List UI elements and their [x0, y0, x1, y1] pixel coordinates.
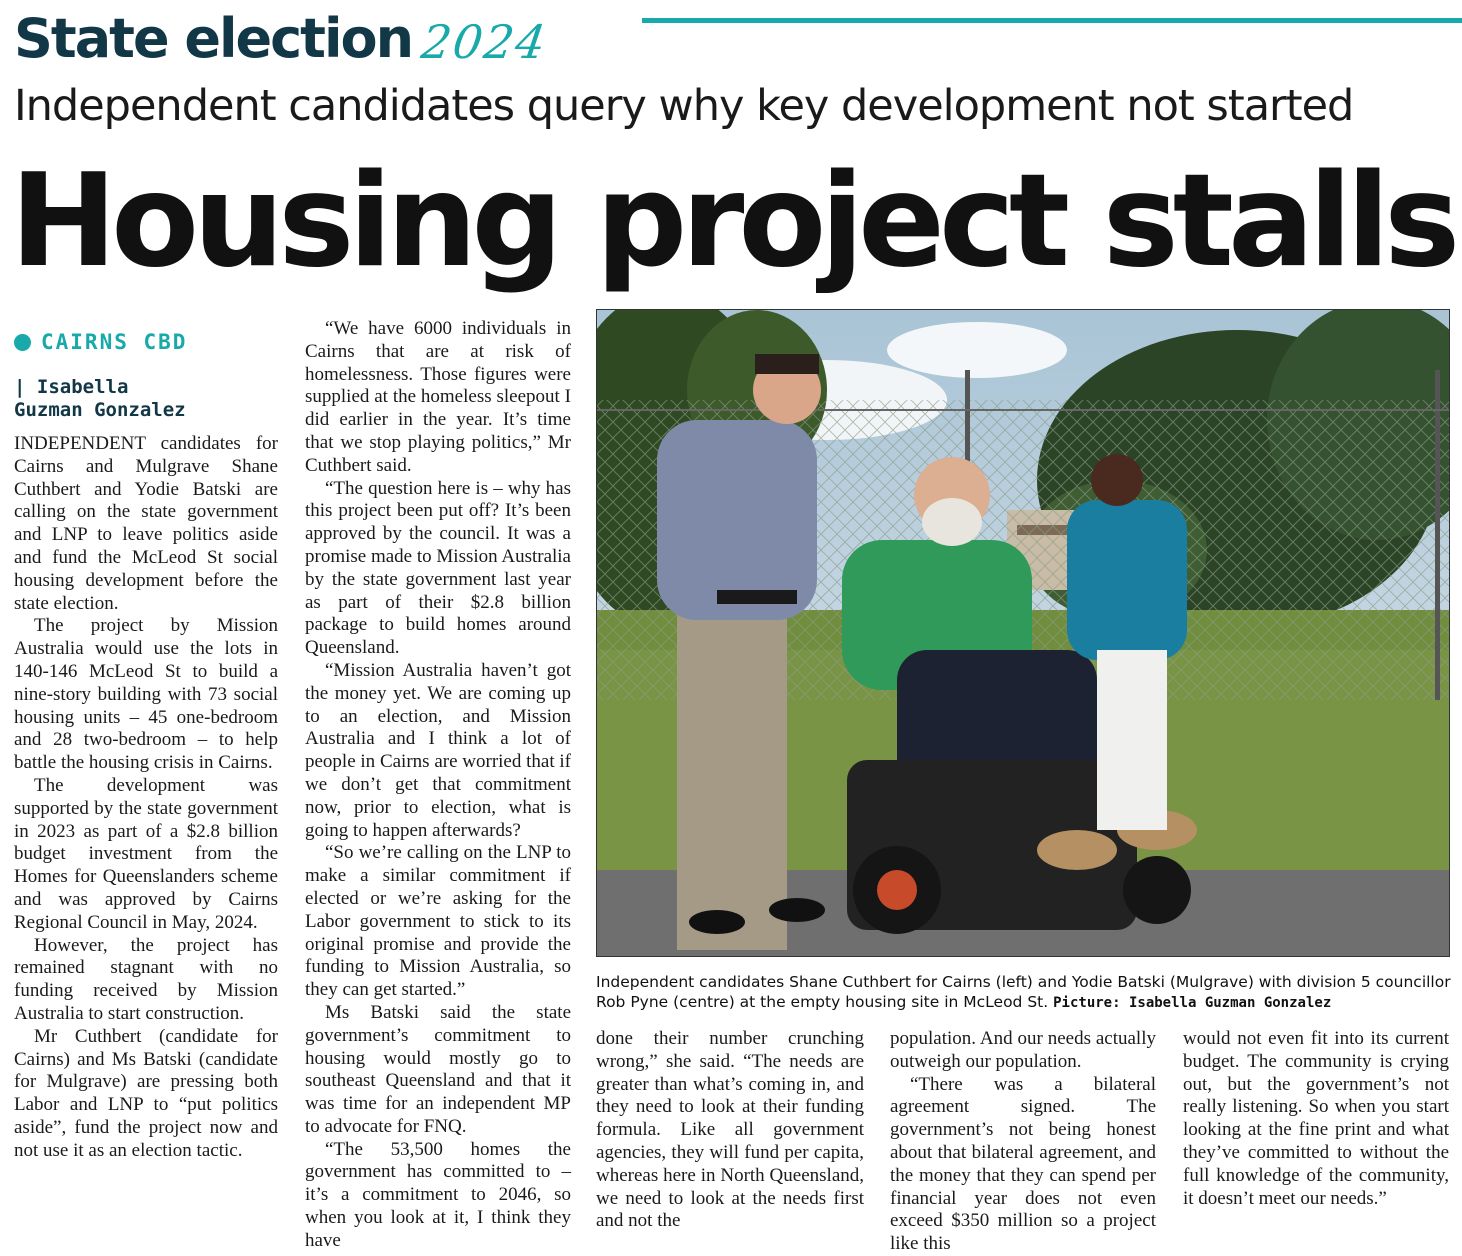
subheadline: Independent candidates query why key development not started	[14, 81, 1354, 131]
paragraph: would not even fit into its current budget. The community is crying out, but the government’s not really listening. So when you start looking at the fine print and what they’ve committed to without the full knowledge of the community, it doesn’t meet our needs.”	[1183, 1028, 1449, 1209]
paragraph: “There was a bilateral agreement signed. The government’s not being honest about that bilateral agreement, and the money that they can spend per financial year does not even exceed $350 million so a project like this	[890, 1073, 1156, 1255]
kicker-year: 2024	[418, 15, 551, 69]
byline-last: Guzman Gonzalez	[14, 399, 186, 421]
paragraph: population. And our needs actually outweigh our population.	[890, 1028, 1156, 1072]
caption-text: Independent candidates Shane Cuthbert for Cairns (left) and Yodie Batski (Mulgrave) with division 5 councillor Rob Pyne (centre) at the empty housing site in McLeod St.	[596, 973, 1451, 1011]
paragraph: INDEPENDENT candidates for Cairns and Mulgrave Shane Cuthbert and Yodie Batski are calling on the state government and LNP to leave politics aside and fund the McLeod St social housing development before the state election.	[14, 433, 278, 614]
bullet-dot-icon	[14, 334, 31, 351]
location-label: CAIRNS CBD	[41, 330, 188, 354]
byline-first: Isabella	[36, 376, 129, 398]
paragraph: However, the project has remained stagnant with no funding received by Mission Australia to start construction.	[14, 934, 278, 1024]
news-photo	[596, 309, 1450, 957]
kicker-rule	[642, 18, 1462, 23]
location-tag	[14, 330, 187, 354]
paragraph: The development was supported by the state government in 2023 as part of a $2.8 billion budget investment from the Homes for Queenslanders scheme and was approved by Cairns Regional Council in May, 2024.	[14, 774, 278, 933]
headline: Housing project stalls	[10, 147, 1455, 296]
column-2	[305, 318, 571, 1253]
paragraph: The project by Mission Australia would use the lots in 140-146 McLeod St to build a nine-story building with 73 social housing units – 45 one-bedroom and 28 two-bedroom – to help battle the housing crisis in Cairns.	[14, 615, 278, 774]
column-1	[14, 433, 278, 1163]
column-5	[1183, 1028, 1449, 1210]
photo-credit: Picture: Isabella Guzman Gonzalez	[1053, 995, 1332, 1011]
photo-caption	[596, 972, 1456, 1013]
paragraph: done their number crunching wrong,” she said. “The needs are greater than what’s coming in, and they need to look at their funding formula. Like all government agencies, they will fund per capita, whereas here in North Queensland, we need to look at the needs first and not the	[596, 1028, 864, 1232]
byline	[14, 376, 274, 422]
column-4	[890, 1028, 1156, 1256]
paragraph: “We have 6000 individuals in Cairns that are at risk of homelessness. Those figures were supplied at the homeless sleepout I did earlier in the year. It’s time that we stop playing politics,” Mr Cuthbert said.	[305, 318, 571, 476]
paragraph: “The question here is – why has this project been put off? It’s been approved by the council. It was a promise made to Mission Australia by the state government last year as part of their $2.8 billion package to build homes around Queensland.	[305, 477, 571, 659]
paragraph: Mr Cuthbert (candidate for Cairns) and Ms Batski (candidate for Mulgrave) are pressing both Labor and LNP to “put politics aside”, fund the project now and not use it as an election tactic.	[14, 1025, 278, 1161]
paragraph: Ms Batski said the state government’s commitment to housing would mostly go to southeast Queensland and that it was time for an independent MP to advocate for FNQ.	[305, 1001, 571, 1137]
paragraph: “So we’re calling on the LNP to make a similar commitment if elected or we’re asking for the Labor government to stick to its original promise and provide the funding to Mission Australia, so they can get started.”	[305, 842, 571, 1001]
paragraph: “Mission Australia haven’t got the money yet. We are coming up to an election, and Mission Australia and I think a lot of people in Cairns are worried that if we don’t get that commitment now, prior to election, what is going to happen afterwards?	[305, 659, 571, 841]
kicker-title: State election	[14, 7, 413, 70]
byline-bar: |	[14, 376, 26, 398]
column-3	[596, 1028, 864, 1233]
section-kicker	[14, 0, 551, 70]
paragraph: “The 53,500 homes the government has committed to – it’s a commitment to 2046, so when you look at it, I think they have	[305, 1138, 571, 1251]
